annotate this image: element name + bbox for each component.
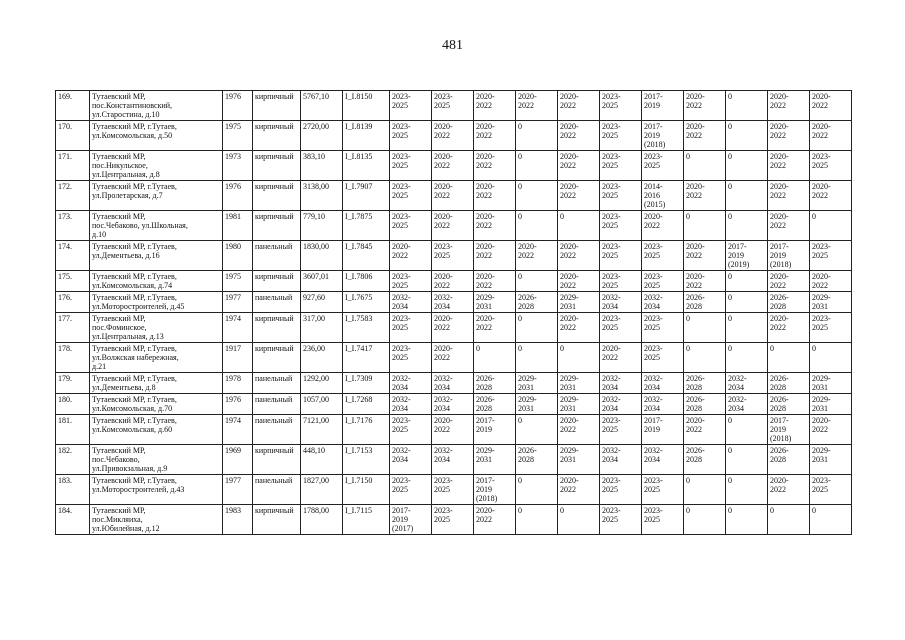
repair-period-cell: 2020- 2022 bbox=[558, 91, 600, 121]
wall-material-cell: кирпичный bbox=[253, 121, 301, 151]
repair-period-cell: 2020- 2022 bbox=[432, 151, 474, 181]
repair-period-cell: 2020- 2022 bbox=[684, 415, 726, 445]
row-number-cell: 169. bbox=[56, 91, 90, 121]
repair-period-cell: 2032- 2034 bbox=[642, 445, 684, 475]
repair-period-cell: 2017- 2019 (2018) bbox=[474, 475, 516, 505]
repair-period-cell: 2026- 2028 bbox=[768, 373, 810, 394]
wall-material-cell: кирпичный bbox=[253, 313, 301, 343]
repair-period-cell: 2020- 2022 bbox=[810, 271, 852, 292]
area-cell: 448,10 bbox=[301, 445, 343, 475]
year-cell: 1974 bbox=[223, 415, 253, 445]
repair-period-cell: 2023- 2025 bbox=[642, 475, 684, 505]
repair-period-cell: 2032- 2034 bbox=[432, 445, 474, 475]
repair-period-cell: 0 bbox=[516, 343, 558, 373]
repair-period-cell: 2023- 2025 bbox=[432, 241, 474, 271]
repair-period-cell: 2020- 2022 bbox=[558, 475, 600, 505]
repair-period-cell: 0 bbox=[726, 121, 768, 151]
repair-period-cell: 2020- 2022 bbox=[474, 505, 516, 535]
repair-period-cell: 2032- 2034 bbox=[642, 394, 684, 415]
repair-period-cell: 2023- 2025 bbox=[390, 91, 432, 121]
area-cell: 1292,00 bbox=[301, 373, 343, 394]
repair-period-cell: 2023- 2025 bbox=[432, 475, 474, 505]
repair-period-cell: 0 bbox=[474, 343, 516, 373]
repair-period-cell: 2023- 2025 bbox=[642, 505, 684, 535]
repair-period-cell: 2026- 2028 bbox=[684, 394, 726, 415]
row-number-cell: 175. bbox=[56, 271, 90, 292]
repair-period-cell: 2023- 2025 bbox=[432, 505, 474, 535]
area-cell: 779,10 bbox=[301, 211, 343, 241]
year-cell: 1981 bbox=[223, 211, 253, 241]
year-cell: 1976 bbox=[223, 394, 253, 415]
repair-period-cell: 2029- 2031 bbox=[558, 292, 600, 313]
house-code-cell: I_I.7675 bbox=[343, 292, 390, 313]
repair-period-cell: 2020- 2022 bbox=[558, 313, 600, 343]
repair-period-cell: 2020- 2022 bbox=[474, 211, 516, 241]
repair-period-cell: 2023- 2025 bbox=[600, 415, 642, 445]
table-row bbox=[56, 475, 852, 505]
repair-period-cell: 0 bbox=[726, 271, 768, 292]
wall-material-cell: кирпичный bbox=[253, 445, 301, 475]
repair-period-cell: 2026- 2028 bbox=[768, 394, 810, 415]
area-cell: 236,00 bbox=[301, 343, 343, 373]
repair-period-cell: 2023- 2025 bbox=[390, 211, 432, 241]
repair-period-cell: 2032- 2034 bbox=[600, 445, 642, 475]
repair-period-cell: 2023- 2025 bbox=[600, 91, 642, 121]
address-cell: Тутаевский МР, г.Тутаев, ул.Комсомольская, д.70 bbox=[90, 394, 223, 415]
repair-period-cell: 0 bbox=[684, 505, 726, 535]
repair-period-cell: 2029- 2031 bbox=[558, 394, 600, 415]
page-number: 481 bbox=[442, 38, 463, 53]
table-row bbox=[56, 91, 852, 121]
row-number-cell: 181. bbox=[56, 415, 90, 445]
year-cell: 1917 bbox=[223, 343, 253, 373]
row-number-cell: 176. bbox=[56, 292, 90, 313]
wall-material-cell: кирпичный bbox=[253, 271, 301, 292]
area-cell: 1830,00 bbox=[301, 241, 343, 271]
repair-period-cell: 2020- 2022 bbox=[768, 91, 810, 121]
house-code-cell: I_I.7268 bbox=[343, 394, 390, 415]
house-code-cell: I_I.7875 bbox=[343, 211, 390, 241]
repair-period-cell: 2023- 2025 bbox=[810, 475, 852, 505]
house-code-cell: I_I.7176 bbox=[343, 415, 390, 445]
repair-period-cell: 2032- 2034 bbox=[390, 445, 432, 475]
repair-period-cell: 0 bbox=[726, 211, 768, 241]
repair-period-cell: 0 bbox=[516, 415, 558, 445]
repair-period-cell: 2020- 2022 bbox=[558, 241, 600, 271]
area-cell: 3138,00 bbox=[301, 181, 343, 211]
repair-period-cell: 2032- 2034 bbox=[432, 292, 474, 313]
row-number-cell: 184. bbox=[56, 505, 90, 535]
repair-period-cell: 0 bbox=[684, 313, 726, 343]
repair-period-cell: 2032- 2034 bbox=[726, 394, 768, 415]
repair-period-cell: 2023- 2025 bbox=[642, 151, 684, 181]
repair-period-cell: 2023- 2025 bbox=[642, 271, 684, 292]
repair-period-cell: 2032- 2034 bbox=[600, 292, 642, 313]
house-code-cell: I_I.8139 bbox=[343, 121, 390, 151]
year-cell: 1975 bbox=[223, 121, 253, 151]
year-cell: 1974 bbox=[223, 313, 253, 343]
area-cell: 1827,00 bbox=[301, 475, 343, 505]
address-cell: Тутаевский МР, пос.Константиновский, ул.Старостина, д.10 bbox=[90, 91, 223, 121]
repair-period-cell: 2023- 2025 bbox=[390, 343, 432, 373]
repair-period-cell: 0 bbox=[726, 475, 768, 505]
table-row bbox=[56, 181, 852, 211]
address-cell: Тутаевский МР, г.Тутаев, ул.Волжская набережная, д.21 bbox=[90, 343, 223, 373]
table-row bbox=[56, 505, 852, 535]
repair-period-cell: 2032- 2034 bbox=[642, 292, 684, 313]
address-cell: Тутаевский МР, г.Тутаев, ул.Дементьева, д.8 bbox=[90, 373, 223, 394]
repair-period-cell: 2029- 2031 bbox=[516, 394, 558, 415]
repair-period-cell: 2029- 2031 bbox=[810, 445, 852, 475]
repair-period-cell: 2032- 2034 bbox=[600, 394, 642, 415]
repair-period-cell: 0 bbox=[684, 343, 726, 373]
table-row bbox=[56, 373, 852, 394]
repair-period-cell: 0 bbox=[516, 121, 558, 151]
repair-period-cell: 2023- 2025 bbox=[642, 313, 684, 343]
row-number-cell: 172. bbox=[56, 181, 90, 211]
repair-period-cell: 0 bbox=[516, 211, 558, 241]
house-code-cell: I_I.7115 bbox=[343, 505, 390, 535]
address-cell: Тутаевский МР, пос.Микляиха, ул.Юбилейная, д.12 bbox=[90, 505, 223, 535]
repair-period-cell: 2020- 2022 bbox=[432, 211, 474, 241]
table-row bbox=[56, 121, 852, 151]
repair-period-cell: 2020- 2022 bbox=[432, 343, 474, 373]
repair-period-cell: 2023- 2025 bbox=[390, 121, 432, 151]
house-code-cell: I_I.7150 bbox=[343, 475, 390, 505]
year-cell: 1975 bbox=[223, 271, 253, 292]
repair-period-cell: 2020- 2022 bbox=[642, 211, 684, 241]
repair-period-cell: 2020- 2022 bbox=[474, 271, 516, 292]
wall-material-cell: панельный bbox=[253, 394, 301, 415]
wall-material-cell: кирпичный bbox=[253, 91, 301, 121]
repair-period-cell: 0 bbox=[726, 91, 768, 121]
repair-period-cell: 2026- 2028 bbox=[684, 373, 726, 394]
repair-period-cell: 2026- 2028 bbox=[516, 292, 558, 313]
repair-period-cell: 0 bbox=[516, 181, 558, 211]
row-number-cell: 180. bbox=[56, 394, 90, 415]
repair-period-cell: 2020- 2022 bbox=[768, 151, 810, 181]
repair-period-cell: 2017- 2019 (2018) bbox=[768, 415, 810, 445]
repair-period-cell: 2032- 2034 bbox=[390, 292, 432, 313]
wall-material-cell: панельный bbox=[253, 373, 301, 394]
repair-period-cell: 0 bbox=[516, 313, 558, 343]
repair-period-cell: 2020- 2022 bbox=[810, 121, 852, 151]
table-row bbox=[56, 292, 852, 313]
repair-period-cell: 0 bbox=[516, 151, 558, 181]
repair-period-cell: 2023- 2025 bbox=[600, 313, 642, 343]
repair-period-cell: 2026- 2028 bbox=[474, 394, 516, 415]
year-cell: 1980 bbox=[223, 241, 253, 271]
row-number-cell: 179. bbox=[56, 373, 90, 394]
address-cell: Тутаевский МР, пос.Фоминское, ул.Центральная, д.13 bbox=[90, 313, 223, 343]
repair-period-cell: 2026- 2028 bbox=[684, 292, 726, 313]
row-number-cell: 171. bbox=[56, 151, 90, 181]
repair-period-cell: 2023- 2025 bbox=[600, 271, 642, 292]
repair-period-cell: 2032- 2034 bbox=[642, 373, 684, 394]
repair-period-cell: 2023- 2025 bbox=[432, 91, 474, 121]
area-cell: 3607,01 bbox=[301, 271, 343, 292]
area-cell: 7121,00 bbox=[301, 415, 343, 445]
repair-period-cell: 2023- 2025 bbox=[390, 475, 432, 505]
year-cell: 1976 bbox=[223, 91, 253, 121]
repair-period-cell: 2020- 2022 bbox=[558, 181, 600, 211]
year-cell: 1978 bbox=[223, 373, 253, 394]
repair-period-cell: 2020- 2022 bbox=[768, 271, 810, 292]
repair-period-cell: 2020- 2022 bbox=[768, 181, 810, 211]
repair-period-cell: 0 bbox=[558, 211, 600, 241]
repair-period-cell: 0 bbox=[726, 343, 768, 373]
repair-period-cell: 0 bbox=[558, 343, 600, 373]
repair-period-cell: 2023- 2025 bbox=[390, 151, 432, 181]
repair-period-cell: 2026- 2028 bbox=[768, 445, 810, 475]
repair-period-cell: 2020- 2022 bbox=[684, 121, 726, 151]
repair-period-cell: 2020- 2022 bbox=[810, 181, 852, 211]
address-cell: Тутаевский МР, г.Тутаев, ул.Моторостроителей, д.45 bbox=[90, 292, 223, 313]
wall-material-cell: кирпичный bbox=[253, 343, 301, 373]
repair-period-cell: 2029- 2031 bbox=[558, 445, 600, 475]
repair-period-cell: 2023- 2025 bbox=[810, 151, 852, 181]
area-cell: 317,00 bbox=[301, 313, 343, 343]
wall-material-cell: панельный bbox=[253, 415, 301, 445]
repair-period-cell: 2032- 2034 bbox=[432, 394, 474, 415]
address-cell: Тутаевский МР, пос.Чебаково, ул.Школьная, д.10 bbox=[90, 211, 223, 241]
repair-period-cell: 0 bbox=[810, 343, 852, 373]
repair-period-cell: 2020- 2022 bbox=[432, 313, 474, 343]
repair-period-cell: 0 bbox=[726, 415, 768, 445]
address-cell: Тутаевский МР, г.Тутаев, ул.Комсомольская, д.60 bbox=[90, 415, 223, 445]
repair-period-cell: 2020- 2022 bbox=[600, 343, 642, 373]
housing-register-table bbox=[55, 90, 852, 535]
table-row bbox=[56, 394, 852, 415]
repair-period-cell: 2020- 2022 bbox=[768, 313, 810, 343]
year-cell: 1977 bbox=[223, 292, 253, 313]
repair-period-cell: 2017- 2019 bbox=[474, 415, 516, 445]
repair-period-cell: 2020- 2022 bbox=[516, 91, 558, 121]
repair-period-cell: 2026- 2028 bbox=[684, 445, 726, 475]
repair-period-cell: 2020- 2022 bbox=[684, 91, 726, 121]
year-cell: 1977 bbox=[223, 475, 253, 505]
repair-period-cell: 2023- 2025 bbox=[390, 271, 432, 292]
repair-period-cell: 2029- 2031 bbox=[558, 373, 600, 394]
house-code-cell: I_I.7153 bbox=[343, 445, 390, 475]
repair-period-cell: 2020- 2022 bbox=[432, 121, 474, 151]
row-number-cell: 173. bbox=[56, 211, 90, 241]
repair-period-cell: 0 bbox=[726, 505, 768, 535]
wall-material-cell: кирпичный bbox=[253, 151, 301, 181]
area-cell: 927,60 bbox=[301, 292, 343, 313]
repair-period-cell: 2023- 2025 bbox=[600, 151, 642, 181]
row-number-cell: 183. bbox=[56, 475, 90, 505]
repair-period-cell: 2026- 2028 bbox=[474, 373, 516, 394]
house-code-cell: I_I.8150 bbox=[343, 91, 390, 121]
repair-period-cell: 2020- 2022 bbox=[684, 271, 726, 292]
row-number-cell: 177. bbox=[56, 313, 90, 343]
repair-period-cell: 2032- 2034 bbox=[600, 373, 642, 394]
repair-period-cell: 0 bbox=[684, 475, 726, 505]
repair-period-cell: 0 bbox=[726, 445, 768, 475]
area-cell: 2720,00 bbox=[301, 121, 343, 151]
repair-period-cell: 0 bbox=[726, 181, 768, 211]
table-row bbox=[56, 151, 852, 181]
year-cell: 1983 bbox=[223, 505, 253, 535]
wall-material-cell: кирпичный bbox=[253, 505, 301, 535]
house-code-cell: I_I.7845 bbox=[343, 241, 390, 271]
area-cell: 1788,00 bbox=[301, 505, 343, 535]
repair-period-cell: 2023- 2025 bbox=[810, 241, 852, 271]
repair-period-cell: 0 bbox=[810, 505, 852, 535]
repair-period-cell: 2020- 2022 bbox=[684, 241, 726, 271]
row-number-cell: 174. bbox=[56, 241, 90, 271]
repair-period-cell: 2020- 2022 bbox=[810, 91, 852, 121]
repair-period-cell: 2017- 2019 (2018) bbox=[642, 121, 684, 151]
repair-period-cell: 2026- 2028 bbox=[768, 292, 810, 313]
repair-period-cell: 0 bbox=[768, 343, 810, 373]
table-row bbox=[56, 343, 852, 373]
repair-period-cell: 0 bbox=[726, 313, 768, 343]
repair-period-cell: 2023- 2025 bbox=[600, 475, 642, 505]
address-cell: Тутаевский МР, г.Тутаев, ул.Пролетарская, д.7 bbox=[90, 181, 223, 211]
repair-period-cell: 2032- 2034 bbox=[390, 394, 432, 415]
repair-period-cell: 0 bbox=[516, 271, 558, 292]
repair-period-cell: 2020- 2022 bbox=[558, 121, 600, 151]
address-cell: Тутаевский МР, г.Тутаев, ул.Комсомольская, д.50 bbox=[90, 121, 223, 151]
repair-period-cell: 2020- 2022 bbox=[558, 415, 600, 445]
repair-period-cell: 2023- 2025 bbox=[642, 241, 684, 271]
repair-period-cell: 2023- 2025 bbox=[600, 505, 642, 535]
repair-period-cell: 2017- 2019 (2018) bbox=[768, 241, 810, 271]
house-code-cell: I_I.8135 bbox=[343, 151, 390, 181]
repair-period-cell: 0 bbox=[810, 211, 852, 241]
table-row bbox=[56, 241, 852, 271]
repair-period-cell: 2017- 2019 bbox=[642, 415, 684, 445]
repair-period-cell: 2029- 2031 bbox=[810, 292, 852, 313]
year-cell: 1973 bbox=[223, 151, 253, 181]
table-row bbox=[56, 271, 852, 292]
row-number-cell: 178. bbox=[56, 343, 90, 373]
repair-period-cell: 2029- 2031 bbox=[474, 292, 516, 313]
repair-period-cell: 2020- 2022 bbox=[516, 241, 558, 271]
repair-period-cell: 2023- 2025 bbox=[642, 343, 684, 373]
repair-period-cell: 0 bbox=[768, 505, 810, 535]
repair-period-cell: 2023- 2025 bbox=[810, 313, 852, 343]
repair-period-cell: 2023- 2025 bbox=[600, 241, 642, 271]
repair-period-cell: 2032- 2034 bbox=[432, 373, 474, 394]
wall-material-cell: панельный bbox=[253, 475, 301, 505]
repair-period-cell: 0 bbox=[684, 211, 726, 241]
area-cell: 1057,00 bbox=[301, 394, 343, 415]
repair-period-cell: 0 bbox=[726, 292, 768, 313]
repair-period-cell: 2020- 2022 bbox=[768, 475, 810, 505]
table-row bbox=[56, 313, 852, 343]
repair-period-cell: 2029- 2031 bbox=[516, 373, 558, 394]
repair-period-cell: 2020- 2022 bbox=[474, 181, 516, 211]
row-number-cell: 170. bbox=[56, 121, 90, 151]
repair-period-cell: 2017- 2019 bbox=[642, 91, 684, 121]
repair-period-cell: 2020- 2022 bbox=[474, 241, 516, 271]
house-code-cell: I_I.7583 bbox=[343, 313, 390, 343]
repair-period-cell: 2023- 2025 bbox=[390, 181, 432, 211]
repair-period-cell: 2029- 2031 bbox=[810, 373, 852, 394]
repair-period-cell: 2029- 2031 bbox=[474, 445, 516, 475]
repair-period-cell: 2020- 2022 bbox=[684, 181, 726, 211]
house-code-cell: I_I.7309 bbox=[343, 373, 390, 394]
repair-period-cell: 2032- 2034 bbox=[726, 373, 768, 394]
repair-period-cell: 2023- 2025 bbox=[390, 415, 432, 445]
repair-period-cell: 2020- 2022 bbox=[474, 151, 516, 181]
repair-period-cell: 2023- 2025 bbox=[600, 121, 642, 151]
table-row bbox=[56, 211, 852, 241]
repair-period-cell: 2020- 2022 bbox=[474, 121, 516, 151]
repair-period-cell: 0 bbox=[726, 151, 768, 181]
repair-period-cell: 2023- 2025 bbox=[600, 211, 642, 241]
address-cell: Тутаевский МР, пос.Никульское, ул.Центральная, д.8 bbox=[90, 151, 223, 181]
wall-material-cell: панельный bbox=[253, 292, 301, 313]
wall-material-cell: кирпичный bbox=[253, 211, 301, 241]
area-cell: 5767,10 bbox=[301, 91, 343, 121]
repair-period-cell: 2023- 2025 bbox=[600, 181, 642, 211]
repair-period-cell: 2014- 2016 (2015) bbox=[642, 181, 684, 211]
repair-period-cell: 2020- 2022 bbox=[810, 415, 852, 445]
repair-period-cell: 2017- 2019 (2017) bbox=[390, 505, 432, 535]
repair-period-cell: 2020- 2022 bbox=[558, 271, 600, 292]
repair-period-cell: 2023- 2025 bbox=[390, 313, 432, 343]
repair-period-cell: 2020- 2022 bbox=[474, 91, 516, 121]
repair-period-cell: 0 bbox=[558, 505, 600, 535]
row-number-cell: 182. bbox=[56, 445, 90, 475]
repair-period-cell: 2020- 2022 bbox=[768, 211, 810, 241]
repair-period-cell: 2020- 2022 bbox=[432, 181, 474, 211]
repair-period-cell: 0 bbox=[516, 475, 558, 505]
repair-period-cell: 2020- 2022 bbox=[432, 271, 474, 292]
repair-period-cell: 2017- 2019 (2019) bbox=[726, 241, 768, 271]
table-row bbox=[56, 445, 852, 475]
table-row bbox=[56, 415, 852, 445]
address-cell: Тутаевский МР, пос.Чебаково, ул.Привокзальная, д.9 bbox=[90, 445, 223, 475]
repair-period-cell: 2026- 2028 bbox=[516, 445, 558, 475]
address-cell: Тутаевский МР, г.Тутаев, ул.Дементьева, д.16 bbox=[90, 241, 223, 271]
year-cell: 1969 bbox=[223, 445, 253, 475]
repair-period-cell: 2020- 2022 bbox=[768, 121, 810, 151]
house-code-cell: I_I.7806 bbox=[343, 271, 390, 292]
repair-period-cell: 2032- 2034 bbox=[390, 373, 432, 394]
area-cell: 383,10 bbox=[301, 151, 343, 181]
repair-period-cell: 2020- 2022 bbox=[558, 151, 600, 181]
repair-period-cell: 2020- 2022 bbox=[432, 415, 474, 445]
wall-material-cell: панельный bbox=[253, 241, 301, 271]
repair-period-cell: 2029- 2031 bbox=[810, 394, 852, 415]
repair-period-cell: 2020- 2022 bbox=[390, 241, 432, 271]
wall-material-cell: кирпичный bbox=[253, 181, 301, 211]
year-cell: 1976 bbox=[223, 181, 253, 211]
house-code-cell: I_I.7907 bbox=[343, 181, 390, 211]
repair-period-cell: 2020- 2022 bbox=[474, 313, 516, 343]
repair-period-cell: 0 bbox=[684, 151, 726, 181]
house-code-cell: I_I.7417 bbox=[343, 343, 390, 373]
repair-period-cell: 0 bbox=[516, 505, 558, 535]
address-cell: Тутаевский МР, г.Тутаев, ул.Комсомольская, д.74 bbox=[90, 271, 223, 292]
address-cell: Тутаевский МР, г.Тутаев, ул.Моторостроителей, д.43 bbox=[90, 475, 223, 505]
